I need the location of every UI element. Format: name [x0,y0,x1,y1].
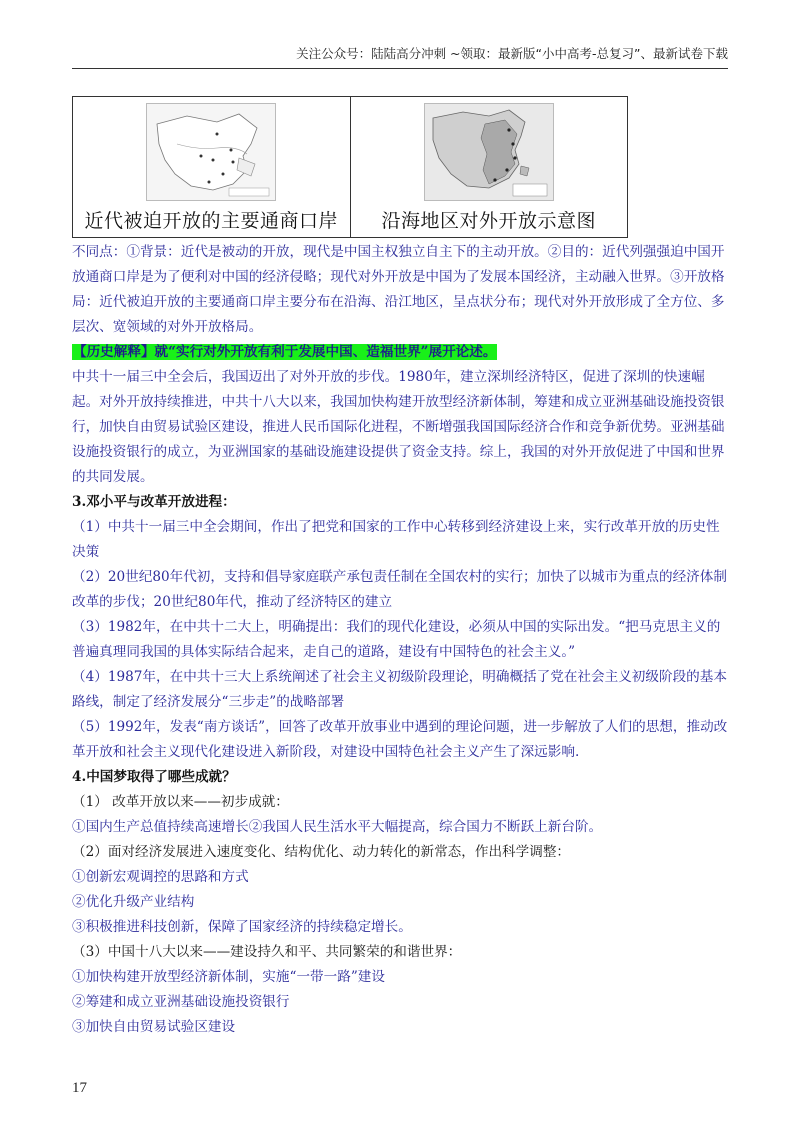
section-3-item-4: （4）1987年，在中共十三大上系统阐述了社会主义初级阶段理论，明确概括了党在社会主义初级阶段的基本路线，制定了经济发展分“三步走”的战略部署 [72,669,727,710]
main-content [72,240,728,1040]
section-4-item-1a: ①国内生产总值持续高速增长②我国人民生活水平大幅提高，综合国力不断跃上新台阶。 [72,819,603,835]
section-4-heading: 4.中国梦取得了哪些成就？ [72,769,236,785]
section-3-item-3: （3）1982年，在中共十二大上，明确提出：我们的现代化建设，必须从中国的实际出发。“把马克思主义的普遍真理同我国的具体实际结合起来，走自己的道路，建设有中国特色的社会主义。” [72,619,721,660]
section-4-item-2a: ①创新宏观调控的思路和方式 [72,869,249,885]
figure-table [72,96,628,238]
treaty-ports-map-image [146,103,276,201]
opening-up-essay: 中共十一届三中全会后，我国迈出了对外开放的步伐。1980年，建立深圳经济特区，促进了深圳的快速崛起。对外开放持续推进，中共十八大以来，我国加快构建开放型经济新体制，筹建和成立亚洲基础设施投资银行，加快自由贸易试验区建设，推进人民币国际化进程，不断增强我国国际经济合作和竞争新优势。亚洲基础设施投资银行的成立，为亚洲国家的基础设施建设提供了资金支持。综上，我国的对外开放促进了中国和世界的共同发展。 [72,369,725,485]
coastal-opening-caption: 沿海地区对外开放示意图 [381,210,596,232]
history-interpretation-heading [72,340,728,365]
page-number: 17 [72,1080,87,1096]
figure-cell-coastal-opening [350,97,628,237]
section-3-item-1: （1）中共十一届三中全会期间，作出了把党和国家的工作中心转移到经济建设上来，实行改革开放的历史性决策 [72,519,720,560]
section-4-item-3c: ③加快自由贸易试验区建设 [72,1019,236,1035]
page-header: 关注公众号：陆陆高分冲刺 ~领取：最新版“小中高考-总复习”、最新试卷下载 [296,46,728,61]
section-3-item-5: （5）1992年，发表“南方谈话”，回答了改革开放事业中遇到的理论问题，进一步解放了人们的思想，推动改革开放和社会主义现代化建设进入新阶段，对建设中国特色社会主义产生了深远影响. [72,719,728,760]
section-4-item-1: （1） 改革开放以来——初步成就： [72,794,289,810]
section-4-item-3a: ①加快构建开放型经济新体制，实施“一带一路”建设 [72,969,385,985]
section-4-item-2: （2）面对经济发展进入速度变化、结构优化、动力转化的新常态，作出科学调整： [72,844,571,860]
section-4-item-2c: ③积极推进科技创新，保障了国家经济的持续稳定增长。 [72,919,412,935]
section-4-item-2b: ②优化升级产业结构 [72,894,195,910]
comparison-paragraph: 不同点：①背景：近代是被动的开放，现代是中国主权独立自主下的主动开放。②目的：近代列强强迫中国开放通商口岸是为了便利对中国的经济侵略；现代对外开放是中国为了发展本国经济，主动融入世界。③开放格局：近代被迫开放的主要通商口岸主要分布在沿海、沿江地区，呈点状分布；现代对外开放形成了全方位、多层次、宽领域的对外开放格局。 [72,244,725,335]
coastal-opening-map-image [424,103,554,201]
section-3-heading: 3.邓小平与改革开放进程： [72,494,236,510]
figure-cell-treaty-ports [73,97,350,237]
section-3-item-2: （2）20世纪80年代初，支持和倡导家庭联产承包责任制在全国农村的实行；加快了以城市为重点的经济体制改革的步伐；20世纪80年代，推动了经济特区的建立 [72,569,727,610]
treaty-ports-caption: 近代被迫开放的主要通商口岸 [84,210,338,232]
highlighted-prompt: 【历史解释】就“实行对外开放有利于发展中国、造福世界”展开论述。 [73,344,497,360]
section-4-item-3b: ②筹建和成立亚洲基础设施投资银行 [72,994,290,1010]
section-4-item-3: （3）中国十八大以来——建设持久和平、共同繁荣的和谐世界： [72,944,462,960]
header-divider [72,68,728,69]
